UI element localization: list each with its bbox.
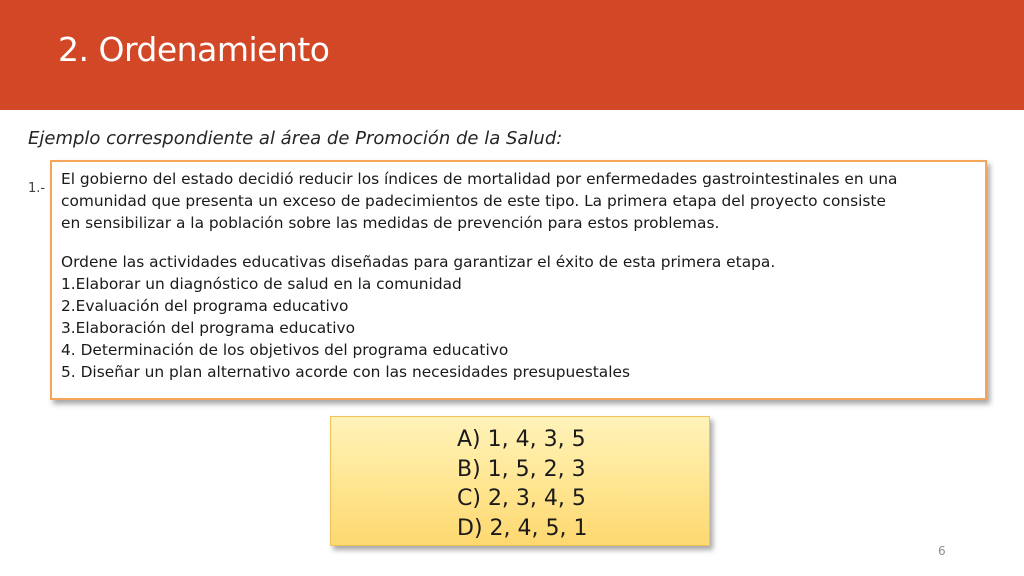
- activity-item: 1.Elaborar un diagnóstico de salud en la comunidad: [61, 275, 462, 293]
- scenario-line: en sensibilizar a la población sobre las medidas de prevención para estos problemas.: [61, 214, 720, 232]
- answer-option-c: C) 2, 3, 4, 5: [457, 486, 586, 511]
- answer-options-box: [330, 416, 710, 546]
- scenario-box: [50, 160, 987, 400]
- instruction-text: Ordene las actividades educativas diseñadas para garantizar el éxito de esta primera etapa.: [61, 253, 776, 271]
- slide-subtitle: Ejemplo correspondiente al área de Promoción de la Salud:: [28, 128, 563, 149]
- answer-option-b: B) 1, 5, 2, 3: [457, 456, 586, 482]
- question-number: 1.-: [28, 181, 46, 196]
- activity-item: 3.Elaboración del programa educativo: [61, 319, 356, 337]
- answer-option-a: A) 1, 4, 3, 5: [457, 427, 586, 452]
- title-banner: [0, 0, 1024, 110]
- scenario-line: comunidad que presenta un exceso de padecimientos de este tipo. La primera etapa del proyecto consiste: [61, 192, 886, 210]
- answer-option-d: D) 2, 4, 5, 1: [457, 515, 588, 541]
- activity-item: 2.Evaluación del programa educativo: [61, 297, 349, 315]
- slide-title: 2. Ordenamiento: [58, 30, 330, 69]
- slide-page-number: 6: [938, 544, 946, 558]
- paragraph-gap: [61, 234, 975, 251]
- activity-item: 4. Determinación de los objetivos del programa educativo: [61, 341, 509, 359]
- activity-item: 5. Diseñar un plan alternativo acorde con las necesidades presupuestales: [61, 363, 630, 381]
- scenario-line: El gobierno del estado decidió reducir los índices de mortalidad por enfermedades gastrointestinales en una: [61, 170, 898, 188]
